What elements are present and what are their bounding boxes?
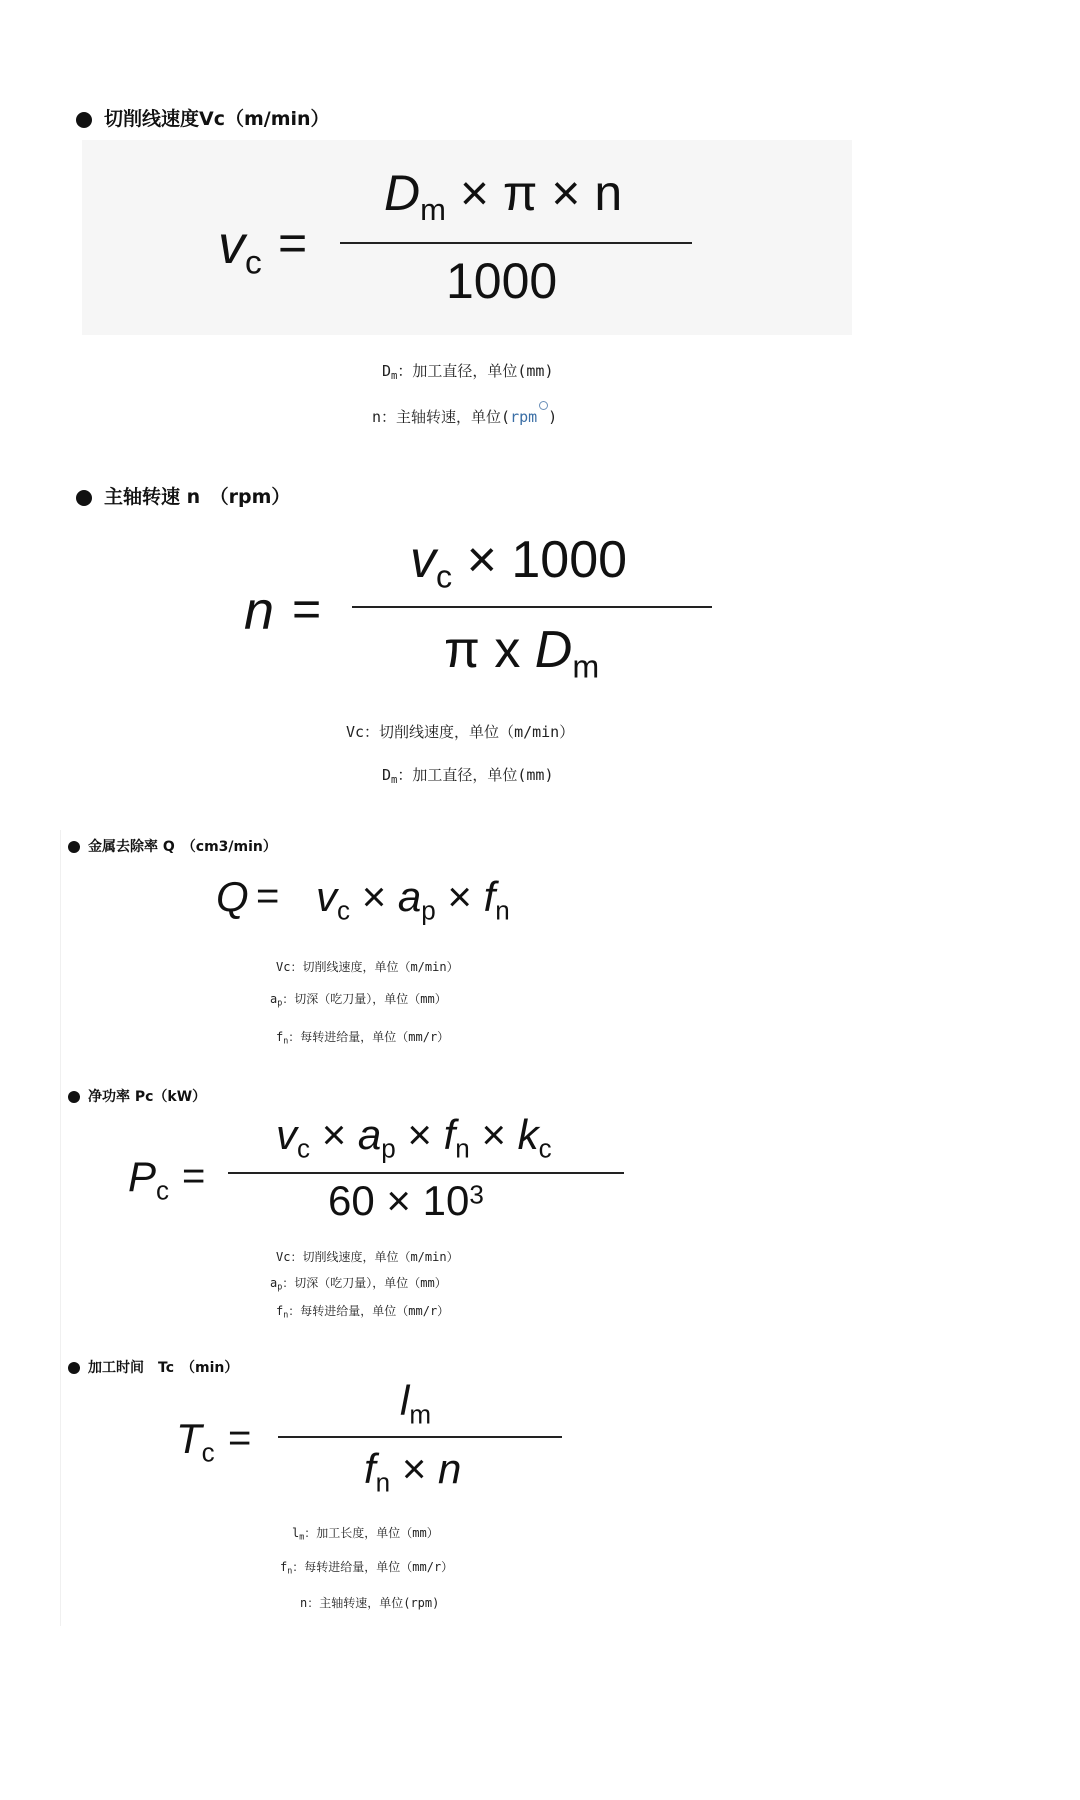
bullet-icon	[68, 1091, 80, 1103]
section-heading-spindle-speed	[76, 482, 290, 509]
note-n: n：主轴转速，单位(rpm )	[372, 406, 557, 427]
bullet-icon	[76, 490, 92, 506]
fraction-bar	[352, 606, 712, 608]
note-fn: $f_n$：每转进给量，单位（mm/r）	[276, 1304, 450, 1320]
note-fn: $f_n$：每转进给量，单位（mm/r）	[276, 1030, 450, 1046]
formula-numerator: $v_c \times 1000$	[410, 531, 628, 595]
note-vc: Vc：切削线速度，单位（m/min）	[346, 723, 575, 741]
formula-lhs: $T_c$	[176, 1415, 215, 1468]
note-n: n：主轴转速，单位(rpm)	[300, 1596, 440, 1610]
heading-text: 主轴转速 n （rpm）	[104, 486, 291, 508]
bullet-icon	[76, 112, 92, 128]
heading-text: 金属去除率 Q （cm3/min）	[88, 839, 277, 855]
note-fn: $f_n$：每转进给量，单位（mm/r）	[280, 1560, 454, 1576]
content-panel-lower	[60, 830, 681, 1626]
section-heading-removal-rate	[68, 836, 277, 856]
formula-denominator: 1000	[446, 253, 558, 309]
equals-sign: =	[292, 581, 322, 637]
fraction-bar	[228, 1172, 624, 1174]
formula-denominator: π x $D_m$	[444, 621, 600, 685]
note-vc: Vc：切削线速度，单位（m/min）	[276, 960, 459, 974]
section-heading-machining-time	[68, 1357, 238, 1377]
formula-denominator: $60 \times 10^3$	[328, 1177, 484, 1224]
search-icon[interactable]	[539, 401, 548, 410]
formula-numerator: $v_c \times a_p \times f_n \times k_c$	[276, 1111, 552, 1164]
formula-lhs: Q	[216, 873, 249, 920]
formula-numerator: $l_m$	[400, 1377, 432, 1430]
formula-numerator: $D_m \times \pi \times n$	[384, 165, 623, 227]
bullet-icon	[68, 841, 80, 853]
heading-text: 切削线速度Vc（m/min）	[104, 108, 330, 130]
note-dm: $D_m$：加工直径，单位(mm)	[382, 362, 554, 383]
fraction-bar	[340, 242, 692, 244]
formula-lhs: $v_c$	[218, 215, 262, 282]
equals-sign: =	[278, 215, 308, 271]
section-heading-cutting-speed	[76, 104, 330, 131]
heading-text: 净功率 Pc（kW）	[88, 1089, 207, 1105]
bullet-icon	[68, 1362, 80, 1374]
note-dm: $D_m$：加工直径，单位(mm)	[382, 766, 554, 787]
note-ap: $a_p$：切深（吃刀量），单位（mm）	[270, 992, 447, 1008]
section-heading-net-power	[68, 1086, 206, 1106]
equals-sign: =	[182, 1154, 206, 1198]
rpm-link[interactable]: rpm	[510, 408, 538, 426]
formula-lhs: n	[244, 581, 275, 641]
fraction-bar	[278, 1436, 562, 1438]
equals-sign: =	[228, 1416, 252, 1460]
note-ap: $a_p$：切深（吃刀量），单位（mm）	[270, 1276, 447, 1292]
formula-body: $v_c \times a_p \times f_n$	[316, 873, 510, 926]
note-vc: Vc：切削线速度，单位（m/min）	[276, 1250, 459, 1264]
equals-sign: =	[256, 874, 280, 918]
formula-denominator: $f_n \times n$	[364, 1445, 462, 1498]
heading-text: 加工时间 Tc （min）	[88, 1360, 239, 1376]
formula-lhs: $P_c$	[128, 1153, 170, 1206]
note-lm: $l_m$：加工长度，单位（mm）	[292, 1526, 439, 1542]
